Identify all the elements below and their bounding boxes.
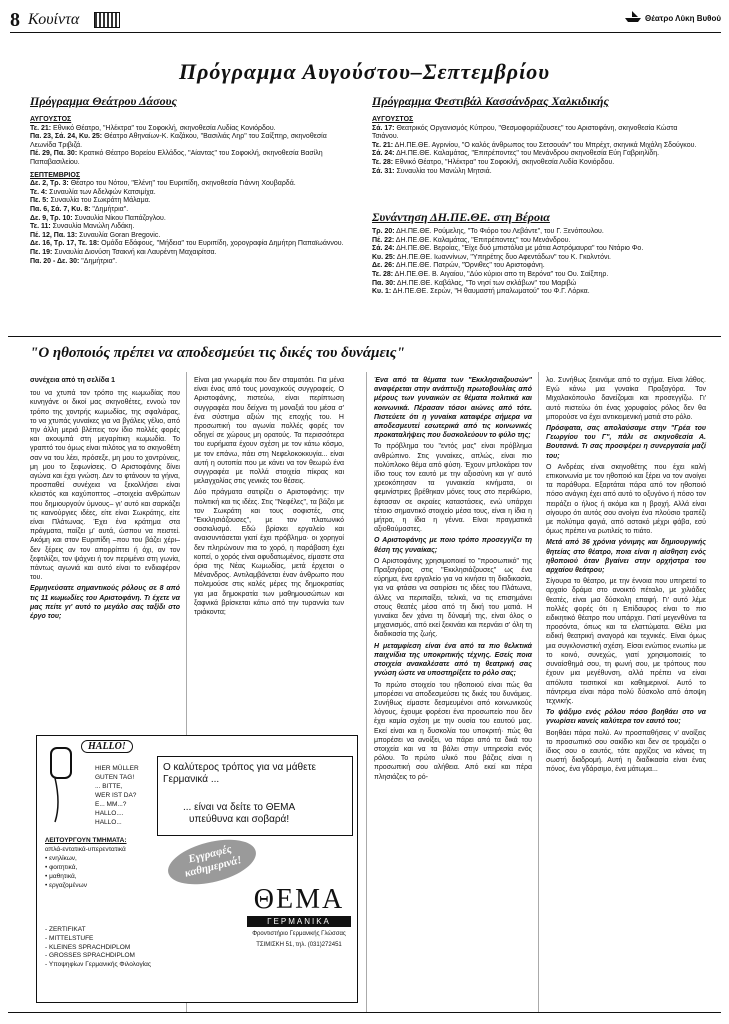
ad-tagline-2a: ... είναι να δείτε το ΘΕΜΑ xyxy=(183,802,296,813)
program-item: Πα. 6, Σά. 7, Κυ. 8: "Δημήτρια". xyxy=(30,205,129,213)
exam-item: - GROSSES SPRACHDIPLOM xyxy=(45,952,135,960)
brand-block xyxy=(247,884,351,949)
ad-tagline-2 xyxy=(183,802,295,826)
program-item: Τρ. 20: ΔΗ.ΠΕ.ΘΕ. Ρούμελης, "Το Φιόρο του Λεβάντε", του Γ. Ξενόπουλου. xyxy=(372,228,604,235)
telephone-icon xyxy=(45,744,77,824)
enrollment-oval: Εγγραφές καθημερινά! xyxy=(163,832,260,893)
page-header xyxy=(10,8,721,38)
program-item: Πε. 19: Συναυλία Διονύση Τσακνή και Λαυρέντη Μαχαιρίτσα. xyxy=(30,248,217,256)
dialogue-line: HALLO.... xyxy=(95,810,124,817)
program-item: Πα. 30: ΔΗ.ΠΕ.ΘΕ. Καβάλας, "Το νησί των σκλάβων" του Μαριβώ xyxy=(372,279,577,287)
article-question: Πρόσφατα, σας απολαύσαμε στην "Γρέα του Γεωργίου του Γ", πάλι σε σκηνοθεσία Α. Βουτσινά. Τι σας προσφέρει η συνεργασία μαζί του; xyxy=(546,425,706,460)
article-paragraph: Ο Αριστοφάνης χρησιμοποιεί το "προσωπικό" της Πραξαγόρας στις "Εκκλησιάζουσες" ως ένα εύρημα, ένα εργαλείο για να κινήσει τη διαδικασία, για να φτάσει να σατιρίσει τις ιδέες του Πλάτωνα, άλλες να περιπαίξει, τελικά, να τις επισημάνει στους θεατές μέσα από τη δική του ματιά. Η γυναίκα δεν χάνει τη δύναμή της, είναι όλος ο μηχανισμός, από εκεί ξεκινάει και περνάει σ' όλη τη διαδικασία της ζωής. xyxy=(374,557,532,639)
meeting-heading: Συνάντηση ΔΗ.ΠΕ.ΘΕ. στη Βέροια xyxy=(372,210,550,224)
left-program xyxy=(30,112,350,266)
program-item: Δε. 2, Τρ. 3: Θέατρο του Νότου, "Ελένη" του Ευριπίδη, σκηνοθεσία Γιάννη Χουβαρδά. xyxy=(30,180,296,188)
right-program xyxy=(372,112,702,176)
exam-item: - Υποψηφίων Γερμανικής Φιλολογίας xyxy=(45,961,152,969)
program-item: Σά. 24: ΔΗ.ΠΕ.ΘΕ. Βεροίας, "Είχε δυό μπιστόλια με μάτια Αστρόμαυρα" του Ντάριο Φο. xyxy=(372,245,644,253)
meeting-program xyxy=(372,228,702,297)
article-column-3 xyxy=(374,376,532,784)
month-label: ΣΕΠΤΕΜΒΡΙΟΣ xyxy=(30,171,81,179)
article-paragraph: Είναι μια γνωριμία που δεν σταματάει. Για μένα είναι ένας από τους μοναχικούς συγγραφείς. Ο Αριστοφάνης, πιστεύω, είναι περίπτωση συγγραφέα που δείχνει τη μοναξιά του μέσα σ' ένα σύστημα αξιών της εποχής του. Η προσωπική του αγωνία πολλές φορές τον οδηγεί σε χώρους μη ορατούς. Τα περισσότερα του ευρήματα έχουν σχέση με τον κάτω κόσμο, με τον επάνω, πάει στη Νεφελοκοκκυγία... είναι αυτή η ουτοπία που με κάνει να τον θεωρώ ένα συγγραφέα με πολλά στοιχεία πίκρας και μελαγχολίας στις γενικές του θέσεις. xyxy=(194,377,344,486)
services-sub: απλά-εντατικά-υπερεντατικά xyxy=(45,846,126,853)
program-item: Τε. 21: ΔΗ.ΠΕ.ΘΕ. Αγρινίου, "Ο καλός άνθρωπος του Σετσουάν" του Μπρέχτ, σκηνικά Μιχάλη Σδούγκου. xyxy=(372,141,697,149)
article-question: Η μεταμφίεση είναι ένα από τα πιο θελκτικά παιχνίδια της υποκριτικής τέχνης. Εσείς ποια στοιχεία ανακαλέσατε από τη θεατρική σας γνώση ώστε να υποστηρίξετε το ρόλο σας; xyxy=(374,642,532,678)
program-item: Πα. 20 - Δε. 30: "Δημήτρια". xyxy=(30,257,118,265)
column-rule xyxy=(366,372,367,1012)
article-paragraph: λο. Συνήθως ξεκινάμε από το σχήμα. Είναι λάθος. Εγώ κάνω μια γυναίκα Πραξαγόρα. Τον Μιχαλακόπουλο δανείζομαι και προσεγγίζω. Γι' αυτό πιστεύω ότι ένας χορυφαίος ρόλος δεν θα μπορούσε να έχει αντικειμενική ματιά στο ρόλο. xyxy=(546,377,706,421)
right-program-heading: Πρόγραμμα Φεστιβάλ Κασσάνδρας Χαλκιδικής xyxy=(372,94,609,108)
month-label: ΑΥΓΟΥΣΤΟΣ xyxy=(372,116,414,123)
service-item: • μαθητικά, xyxy=(45,873,77,880)
article-column-2 xyxy=(194,376,344,619)
program-item: Πέ. 29, Πα. 30: Κρατικό Θέατρο Βορείου Ελλάδος, "Αίαντας" του Σοφοκλή, σκηνοθεσία Βασίλη Παπαβασιλείου. xyxy=(30,150,323,166)
article-column-1 xyxy=(30,376,180,623)
left-september-list xyxy=(30,180,350,266)
left-august-list xyxy=(30,125,350,168)
article-paragraph: Βοηθάει πάρα πολύ. Αν προσπαθήσεις ν' ανοίξεις το προσωπικό σου σακίδιο και δεν σε τρομάζει ο ίδιος σου ο εαυτός, τότε αρχίζεις να κάνεις τη σωστή διαδρομή. Αυτή η διαδικασία είναι ένας πόνος, ένα γδάρσιμο, ένα μάτωμα... xyxy=(546,729,706,774)
article-question: Το ψάξιμο ενός ρόλου πόσο βοηθάει στο να γνωρίσει κανείς καλύτερα τον εαυτό του; xyxy=(546,709,706,726)
program-item: Πέ. 22: ΔΗ.ΠΕ.ΘΕ. Καλαμάτας, "Επιτρέποντες" του Μενάνδρου. xyxy=(372,236,571,244)
article-title: "Ο ηθοποιός πρέπει να αποδεσμεύει τις δικές του δυνάμεις" xyxy=(30,345,405,361)
right-august-list xyxy=(372,125,702,177)
article-paragraph: Το πρόβλημα του "εντός μας" είναι πρόβλημα ανθρώπινο. Στις γυναίκες, απλώς, είναι πιο πολύπλοκο θέμα από φύση. Έχουν μπλοκάρει τον ίδιο τους τον εαυτό με την αξιοσύνη και γι' αυτό χρεοκόπησαν τα γυναικεία κινήματα, οι φεμινίστριες βρέθηκαν μόνες τους στο περιθώριο, έφτασαν σε ακραίες καταστάσεις, ενώ υπάρχει τέτοιο σημαντικό στοιχείο μέσα τους, είναι η ίδια η μήτρα, η ίδια η γέννα. Είναι πραγματικά αξιοθαύμαστες. xyxy=(374,443,532,534)
brand-address-2: ΤΣΙΜΙΣΚΗ 51, τηλ. (031)272451 xyxy=(256,942,342,948)
ship-icon xyxy=(623,10,643,24)
program-item: Σά. 24: ΔΗ.ΠΕ.ΘΕ. Καλαμάτας, "Επιτρέποντες" του Μενάνδρου σκηνοθεσία Εύη Γαβριηλίδη. xyxy=(372,150,660,158)
program-item: Κυ. 25: ΔΗ.ΠΕ.ΘΕ. Ιωαννίνων, "Υπηρέτης δυο Αφεντάδων" του Κ. Γκολντόνι. xyxy=(372,253,611,261)
ad-services xyxy=(45,836,127,890)
program-item: Δε. 9, Τρ. 10: Συναυλία Νίκου Παπάζογλου. xyxy=(30,214,166,222)
program-item: Τε. 28: ΔΗ.ΠΕ.ΘΕ. Β. Αιγαίου, "Δύο κύριοι απο τη Βερόνα" του Ου. Σαίξπηρ. xyxy=(372,270,609,278)
article-paragraph: Ο Ανδρέας είναι σκηνοθέτης που έχει καλή επικοινωνία με τον ηθοποιό και ξέρει να τον ανοίγει τα παράθυρα. Εξαρτάται πάρα από τον ηθοποιό πόσο ανάγκη έχει από αυτό το οξυγόνο ή πόσο τον πειράζει ο ήλιος ή ακόμα και η βροχή. Αλλά είναι σίγουρο ότι αυτός σου ανοίγει ένα πλούσιο τραπέζι με πολύτιμα φαγιά, από αστακό μέχρι φάβα, εσύ όμως πρέπει να ρωτιλείς το πιάτο. xyxy=(546,463,706,536)
language-school-ad xyxy=(36,735,358,1003)
footer-rule xyxy=(8,1012,721,1013)
program-item: Κυ. 1: ΔΗ.ΠΕ.ΘΕ. Σερών, "Η θαυμαστή μπαλωματού" του Φ.Γ. Λόρκα. xyxy=(372,288,590,296)
magazine-logo: Κουίντα xyxy=(28,11,80,28)
meeting-list xyxy=(372,228,702,297)
dialogue-line: ... BITTE, xyxy=(95,783,123,790)
service-item: • ενηλίκων, xyxy=(45,855,77,862)
article-column-4 xyxy=(546,376,706,777)
exam-item: - MITTELSTUFE xyxy=(45,934,94,942)
services-heading: ΛΕΙΤΟΥΡΓΟΥΝ ΤΜΗΜΑΤΑ: xyxy=(45,837,127,844)
program-item: Σά. 31: Συναυλία του Μανώλη Μητσιά. xyxy=(372,167,492,175)
service-item: • εργαζομένων xyxy=(45,882,87,889)
logo-emblem-icon xyxy=(94,12,120,28)
header-rule xyxy=(10,32,721,33)
article-question: Ερμηνεύσατε σημαντικούς ρόλους σε 8 από τις 11 κωμωδίες του Αριστοφάνη. Τι έχετε να μας πείτε γι' αυτό το μεγάλο σας ταξίδι στο έργο του; xyxy=(30,585,180,621)
dialogue-line: E... MM...? xyxy=(95,801,127,808)
brand-sub: ΓΕΡΜΑΝΙΚΑ xyxy=(247,916,351,927)
hallo-bubble: HALLO! xyxy=(81,740,133,753)
ad-tagline-1: Ο καλύτερος τρόπος για να μάθετε Γερμανικά ... xyxy=(163,762,316,785)
article-paragraph: του να χτυπά τον τρόπο της κωμωδίας που κυνηγάνε οι δικοί μας σκηνοθέτες, εννοώ τον τρόπο της χοντρής κωμωδίας, της σφαλιάρας, το να χτυπάς γυναίκες για να βγάλεις γέλιο, από την άλλη μεριά βλέπεις τον ίδιο πολλές φορές και ακουμπά στη μεγαρίτικη κωμωδία. Το γραπτό του όμως είναι πιλότος για το σκηνοθέτη σαν να του λέει, πρόσεξε, μη μου το χοντρύνεις, μη μου το ξεφωνίσεις. Ο Αριστοφάνης δίνει αγώνα και έχει γνώση. Δεν το φτάνουν τα γήινα, προσπαθεί συνέχεια να ξεκολλήσει είναι κλειστός και καχύποπτος –στοιχεία ανθρώπων που δημιουργούν ύμνους– γι' αυτό και σαρκάζει τις καινούργιες ιδέες, είτε είναι Σωκράτης, είτε είναι Πλάτωνας. Έχει ένα κράτημα στα πράγματα, παίζει μ' αυτά, ώσπου να πειστεί. Ακόμη και στον Ευριπίδη –που του βάζει χέρι– δεν ξέρεις αν τον απορρίπτει ή όχι, αν τον ξεφτιλίζει, τον ψάχνει ή τον περιμένει στη γωνία, πάντως αγωνιά και αυτό είναι το ενδιαφέρον του. xyxy=(30,390,180,582)
program-item: Τε. 4: Συναυλία των Αδελφών Κατσιμίχα. xyxy=(30,188,156,196)
dialogue-line: WER IST DA? xyxy=(95,792,137,799)
section-divider xyxy=(8,336,721,337)
program-item: Δε. 26: ΔΗ.ΠΕ.ΘΕ. Πατρών, "Όρνιθες" του Αριστοφάνη. xyxy=(372,262,545,270)
column-rule xyxy=(538,372,539,1012)
article-paragraph: Δύο πράγματα σατιρίζει ο Αριστοφάνης: την πολιτική και τις ιδέες. Στις "Νεφέλες", τα βάζει με τον Σωκράτη και τους σοφιστές, στις "Εκκλησιάζουσες", με τον πλατωνικό σοσιαλισμό. Εδώ βρίσκει εργαλείο και αναισυντάσεται γιατί έχει πρόβλημα· οι χορηγοί δεν πληρώνουν πια το χορό, η παράβαση έχει κοπεί, ο χορός είναι αφυδατωμένος, είμαστε στα όρια της Νέας Κωμωδίας, μετά έρχεται ο Μένανδρος. Αντιλαμβάνεται έναν άνθρωπο που πολεμούσε στις καλές μέρες της δημοκρατίας για μια δημοκρατία των μαθημουσώπων και ξαφνικά βρίσκεται κάτω από την τυραννία των τριάκοντα; xyxy=(194,489,344,617)
program-item: Τε. 21: Εθνικό Θέατρο, "Ηλέκτρα" του Σοφοκλή, σκηνοθεσία Λυδίας Κονιόρδου. xyxy=(30,124,276,132)
exam-item: - KLEINES SPRACHDIPLOM xyxy=(45,943,131,951)
article-paragraph: Το πρώτο στοιχείο του ηθοποιού είναι πώς θα μπορέσει να αποδεσμεύσει τις δικές του δυνάμεις. Συνήθως είμαστε δεσμευμένοι από κοινωνικούς λόγους, έχουμε φορέσει ένα προσωπείο που δεν έχει καμία σχέση με την ουσία του εαυτού μας. Εκεί είναι και η δυσκολία του υποκριτή· πώς θα μπορέσει να ανοίξει, να πάρει από τα δικά του στοιχεία και να τα βάλει στην υπηρεσία ενός ρόλου. Το πρώτο υλικό που βάζεις είναι η προσωπική σου αλήθεια. Από εκεί και πέρα πλησιάζεις το ρό- xyxy=(374,681,532,781)
services-list xyxy=(45,854,127,890)
continued-note: συνέχεια από τη σελίδα 1 xyxy=(30,377,116,384)
page-title: Πρόγραμμα Αυγούστου–Σεπτεμβρίου xyxy=(178,59,551,84)
dialogue-lines xyxy=(95,764,139,827)
ad-tagline-2b: υπεύθυνα και σοβαρά! xyxy=(189,814,290,825)
program-item: Τε. 11: Συναυλία Μανώλη Λιδάκη. xyxy=(30,223,135,231)
theatre-name: Θέατρο Λύκη Βυθού xyxy=(645,14,721,23)
brand-logo: ΘΕΜΑ xyxy=(253,884,345,915)
exams-list xyxy=(45,926,151,970)
program-item: Πέ. 12, Πα. 13: Συναυλία Goran Bregovic. xyxy=(30,231,161,239)
program-item: Πα. 23, Σά. 24, Κυ. 25: Θέατρο Αθηναίων-Κ. Καζάκου, "Βασιλιάς Ληρ" του Σαίξπηρ, σκηνοθεσία Λεωνίδα Τριβιζά. xyxy=(30,133,327,149)
dialogue-line: GUTEN TAG! xyxy=(95,774,135,781)
article-question: Ένα από τα θέματα των "Εκκλησιαζουσών" αναφέρεται στην ανάπτυξη πρωτοβουλίας από μέρους των γυναικών σε θέματα πολιτικά και κοινωνικά. Πέρασαν τόσοι αιώνες από τότε. Πιστεύετε ότι η γυναίκα καταφέρε σήμερα να αποδεσμευτεί εσωτερικά από τις κοινωνικές προκαταλήψεις που δυσκολεύουν το φύλο της; xyxy=(374,377,532,440)
program-item: Δε. 16, Τρ. 17, Τε. 18: Ομάδα Εδάφους, "Μήδεια" του Ευριπίδη, χορογραφία Δημήτρη Παπαϊωάννου. xyxy=(30,240,344,248)
article-paragraph: Σίγουρα το θέατρο, με την έννοια που υπηρετεί το αρχαίο δράμα στο ανοικτό πέταλο, με χιλιάδες θεατές, είναι μια δύσκολη επαφή. Γι' αυτό λέμε πολλές φορές ότι η Επίδαυρος είναι το πιο ειδικητικό θέατρο που υπάρχει. Γιατί μεγενθύνει τα προσόντα, όπως και τα ελαττώματα. Θέλει μια ειδική θεατρική αναγορά και τεχνικές. Είναι όμως μια συγκλονιστική σχέση. Είσαι ενώπιος ενωπίω με το κοινό, συνεχώς, γιατί χρησιμοποιείς το συναίσθημά σου, τη φωνή σου, με τρόπους που έχουν μια μεγέθυνση, αλλά πρέπει να είναι απόλυτα τεισιτικοί και καθημερινοί. Αυτό το πάντρεμα είναι πάρα πολύ δύσκολο από άποψη τεχνικής. xyxy=(546,578,706,705)
program-item: Σά. 17: Θεατρικός Οργανισμός Κύπρου, "Θεσμοφοριάζουσες" του Αριστοφάνη, σκηνοθεσία Κώστα Τσιάνου. xyxy=(372,124,678,141)
article-question: Ο Αριστοφάνης με ποιο τρόπο προσεγγίζει τη θέση της γυναίκας; xyxy=(374,537,532,554)
month-label: ΑΥΓΟΥΣΤΟΣ xyxy=(30,116,72,123)
left-program-heading: Πρόγραμμα Θεάτρου Δάσους xyxy=(30,94,177,108)
exam-item: - ZERTIFIKAT xyxy=(45,926,86,933)
brand-address-1: Φροντιστήριο Γερμανικής Γλώσσας xyxy=(252,931,346,937)
page-number: 8 xyxy=(10,9,20,31)
article-question: Μετά από 36 χρόνια γόνιμης και δημιουργικής θητείας στο θέατρο, ποια είναι η αίσθηση ενός ηθοποιού όταν βγαίνει στην ορχήστρα του αρχαίου θεάτρου; xyxy=(546,539,706,575)
program-item: Τε. 28: Εθνικό Θέατρο, "Ηλέκτρα" του Σοφοκλή, σκηνοθεσία Λυδία Κονιόρδου. xyxy=(372,158,615,166)
service-item: • φοιτητικά, xyxy=(45,864,78,871)
dialogue-line: HIER MÜLLER xyxy=(95,765,139,772)
program-item: Πε. 5: Συναυλία του Σωκράτη Μάλαμα. xyxy=(30,197,151,205)
dialogue-line: HALLO... xyxy=(95,819,122,826)
